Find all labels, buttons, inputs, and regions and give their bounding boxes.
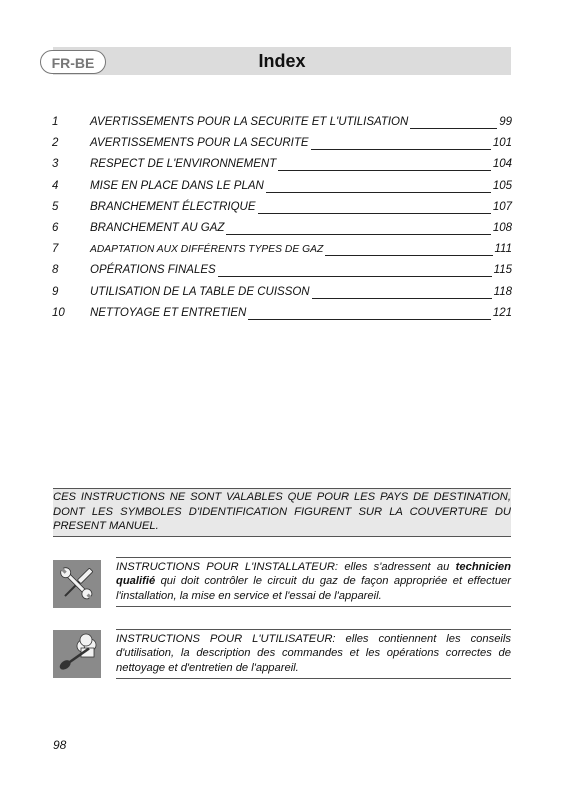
toc-title: ADAPTATION AUX DIFFÉRENTS TYPES DE GAZ <box>90 244 324 256</box>
country-validity-notice: CES INSTRUCTIONS NE SONT VALABLES QUE POUR LES PAYS DE DESTINATION, DONT LES SYMBOLES D'IDENTIFICATION FIGURENT SUR LA COUVERTURE DU PRESENT MANUEL. <box>53 488 511 537</box>
toc-page: 99 <box>499 116 512 128</box>
toc-leader <box>312 289 492 299</box>
toc-number: 6 <box>52 221 59 234</box>
toc-page: 111 <box>494 243 512 256</box>
toc-page: 107 <box>492 200 512 213</box>
page-number: 98 <box>53 738 67 752</box>
toc-number: 8 <box>52 264 59 277</box>
toc-leader <box>410 119 497 129</box>
toc-row[interactable] <box>52 243 512 264</box>
toc-title: BRANCHEMENT AU GAZ <box>90 221 225 234</box>
installer-rest: qui doit contrôler le circuit du gaz de façon appropriée et effectuer l'installation, la mise en service et l'essai de l'appareil. <box>116 575 511 602</box>
toc-leader <box>226 225 490 235</box>
toc-page: 105 <box>492 179 512 192</box>
toc-row[interactable] <box>52 286 512 307</box>
toc-title: AVERTISSEMENTS POUR LA SECURITE <box>90 137 309 150</box>
toc-number: 3 <box>52 158 59 171</box>
tools-icon <box>53 560 101 608</box>
language-badge: FR-BE <box>40 50 106 74</box>
toc-title: AVERTISSEMENTS POUR LA SECURITE ET L'UTILISATION <box>90 116 409 128</box>
toc-title: NETTOYAGE ET ENTRETIEN <box>90 306 247 319</box>
toc-page: 101 <box>492 137 512 150</box>
toc-number: 5 <box>52 200 59 213</box>
installer-instructions <box>116 557 511 607</box>
toc-title: RESPECT DE L'ENVIRONNEMENT <box>90 158 277 171</box>
toc-leader <box>266 183 491 193</box>
toc-number: 7 <box>52 243 59 256</box>
toc-number: 2 <box>52 137 59 150</box>
toc-number: 4 <box>52 179 59 192</box>
toc-number: 10 <box>52 306 65 319</box>
toc-page: 118 <box>493 285 512 298</box>
installer-lead: INSTRUCTIONS POUR L'INSTALLATEUR: elles s'adressent au <box>116 561 450 573</box>
toc-page: 121 <box>492 306 512 319</box>
installer-qualified: technicien qualifié <box>116 561 511 588</box>
toc-row[interactable] <box>52 116 512 137</box>
toc-leader <box>218 267 492 277</box>
toc-page: 108 <box>492 221 512 234</box>
toc-title: UTILISATION DE LA TABLE DE CUISSON <box>90 285 310 298</box>
toc-leader <box>258 204 491 214</box>
toc-row[interactable] <box>52 222 512 243</box>
toc-row[interactable] <box>52 307 512 328</box>
toc-title: OPÉRATIONS FINALES <box>90 264 216 277</box>
chef-spoon-icon <box>53 630 101 678</box>
toc-number: 1 <box>52 116 59 128</box>
toc-row[interactable] <box>52 158 512 179</box>
toc-leader <box>325 246 492 256</box>
page-title: Index <box>258 51 306 71</box>
table-of-contents <box>52 116 512 328</box>
toc-row[interactable] <box>52 180 512 201</box>
toc-page: 115 <box>493 264 512 277</box>
toc-row[interactable] <box>52 264 512 285</box>
toc-leader <box>278 161 491 171</box>
toc-title: BRANCHEMENT ÉLECTRIQUE <box>90 200 256 213</box>
toc-number: 9 <box>52 285 59 298</box>
toc-page: 104 <box>492 158 512 171</box>
user-instructions: INSTRUCTIONS POUR L'UTILISATEUR: elles contiennent les conseils d'utilisation, la description des commandes et les opérations correctes de nettoyage et d'entretien de l'appareil. <box>116 629 511 679</box>
toc-leader <box>311 140 491 150</box>
toc-title: MISE EN PLACE DANS LE PLAN <box>90 179 264 192</box>
toc-row[interactable] <box>52 201 512 222</box>
toc-row[interactable] <box>52 137 512 158</box>
toc-leader <box>248 310 490 320</box>
